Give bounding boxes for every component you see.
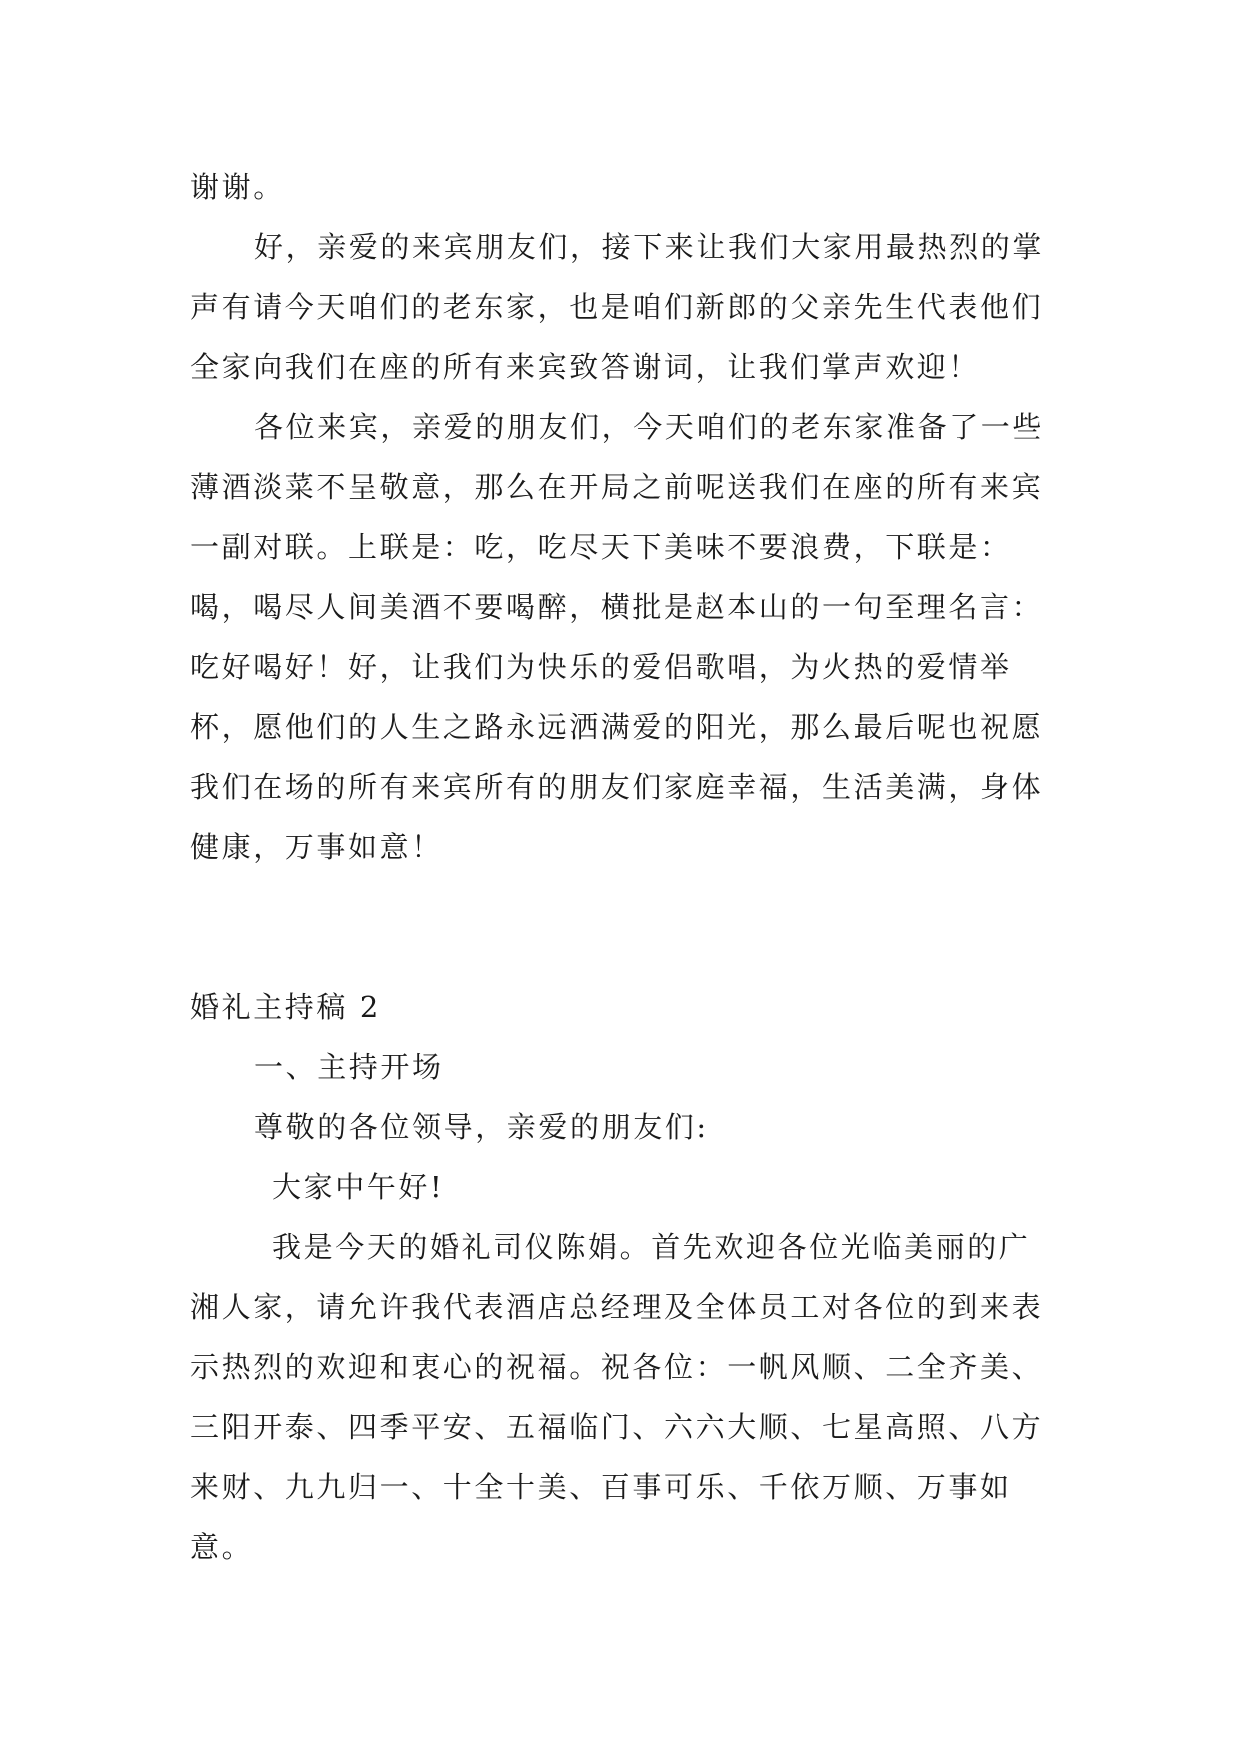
closing-line: 谢谢。 [190, 170, 285, 204]
paragraph-host-intro: 我是今天的婚礼司仪陈娟。首先欢迎各位光临美丽的广湘人家，请允许我代表酒店总经理及全体员工对各位的到来表示热烈的欢迎和衷心的祝福。祝各位：一帆风顺、二全齐美、三阳开泰、四季平安、五福临门、六六大顺、七星高照、八方来财、九九归一、十全十美、百事可乐、千依万顺、万事如意。 [190, 1230, 1044, 1564]
paragraph-couplet-toast: 各位来宾，亲爱的朋友们，今天咱们的老东家准备了一些薄酒淡菜不呈敬意，那么在开局之前呢送我们在座的所有来宾一副对联。上联是：吃，吃尽天下美味不要浪费，下联是：喝，喝尽人间美酒不要喝醉，横批是赵本山的一句至理名言：吃好喝好！好，让我们为快乐的爱侣歌唱，为火热的爱情举杯，愿他们的人生之路永远洒满爱的阳光，那么最后呢也祝愿我们在场的所有来宾所有的朋友们家庭幸福，生活美满，身体健康，万事如意！ [190, 410, 1045, 864]
salutation-line: 尊敬的各位领导，亲爱的朋友们: [254, 1110, 709, 1144]
document-body-part-1 [190, 157, 1056, 877]
section-heading-opening: 一、主持开场 [254, 1050, 444, 1084]
document-body-part-2 [190, 977, 1056, 1577]
paragraph-invite-speech: 好，亲爱的来宾朋友们，接下来让我们大家用最热烈的掌声有请今天咱们的老东家，也是咱们新郎的父亲先生代表他们全家向我们在座的所有来宾致答谢词，让我们掌声欢迎！ [190, 230, 1045, 384]
greeting-line: 大家中午好! [272, 1170, 445, 1204]
section-title: 婚礼主持稿 2 [190, 990, 381, 1024]
